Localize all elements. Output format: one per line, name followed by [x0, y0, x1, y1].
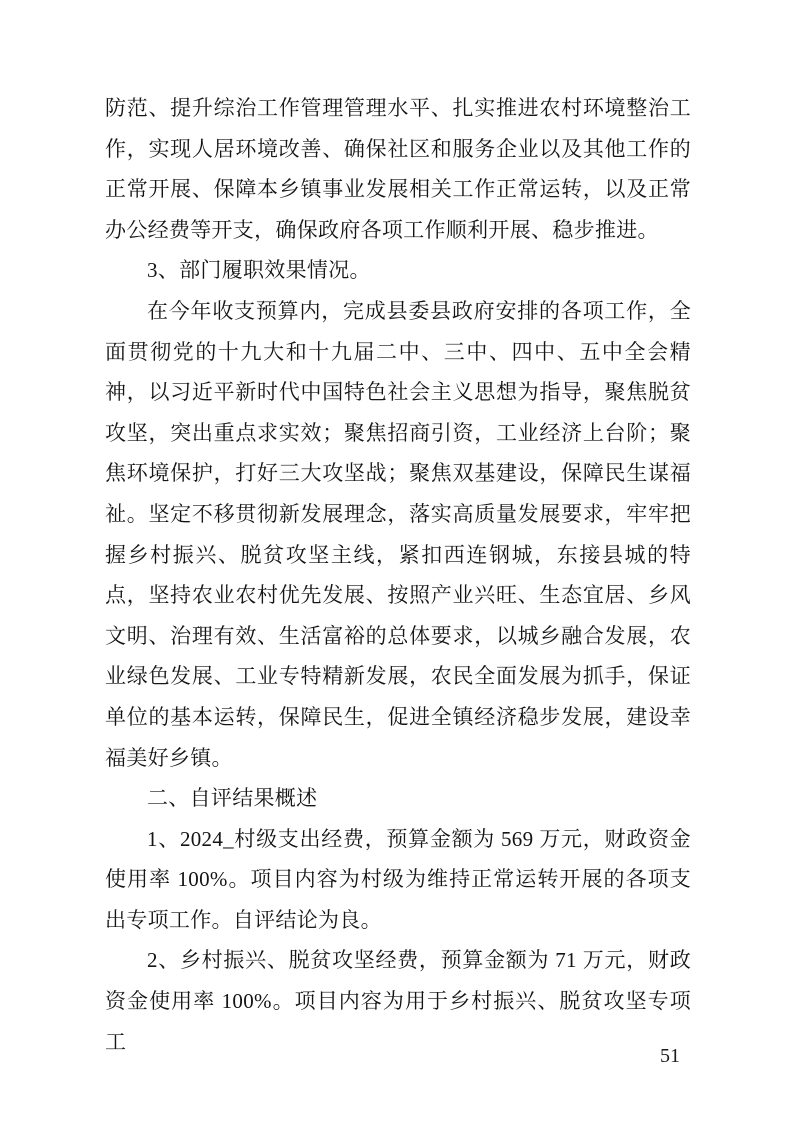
- page-number: 51: [660, 1045, 680, 1067]
- document-body: [105, 88, 691, 1062]
- paragraph: 1、2024_村级支出经费，预算金额为 569 万元，财政资金使用率 100%。项目内容为村级为维持正常运转开展的各项支出专项工作。自评结论为良。: [105, 826, 691, 932]
- paragraph: 2、乡村振兴、脱贫攻坚经费，预算金额为 71 万元，财政资金使用率 100%。项目内容为用于乡村振兴、脱贫攻坚专项工: [105, 948, 691, 1054]
- paragraph: 在今年收支预算内，完成县委县政府安排的各项工作，全面贯彻党的十九大和十九届二中、三中、四中、五中全会精神，以习近平新时代中国特色社会主义思想为指导，聚焦脱贫攻坚，突出重点求实效；聚焦招商引资，工业经济上台阶；聚焦环境保护，打好三大攻坚战；聚焦双基建设，保障民生谋福祉。坚定不移贯彻新发展理念，落实高质量发展要求，牢牢把握乡村振兴、脱贫攻坚主线，紧扣西连钢城，东接县城的特点，坚持农业农村优先发展、按照产业兴旺、生态宜居、乡风文明、治理有效、生活富裕的总体要求，以城乡融合发展，农业绿色发展、工业专特精新发展，农民全面发展为抓手，保证单位的基本运转，保障民生，促进全镇经济稳步发展，建设幸福美好乡镇。: [105, 298, 691, 770]
- paragraph: 二、自评结果概述: [147, 786, 318, 811]
- paragraph: 3、部门履职效果情况。: [147, 258, 371, 283]
- paragraph: 防范、提升综治工作管理管理水平、扎实推进农村环境整治工作，实现人居环境改善、确保社区和服务企业以及其他工作的正常开展、保障本乡镇事业发展相关工作正常运转，以及正常办公经费等开支，确保政府各项工作顺利开展、稳步推进。: [105, 96, 691, 242]
